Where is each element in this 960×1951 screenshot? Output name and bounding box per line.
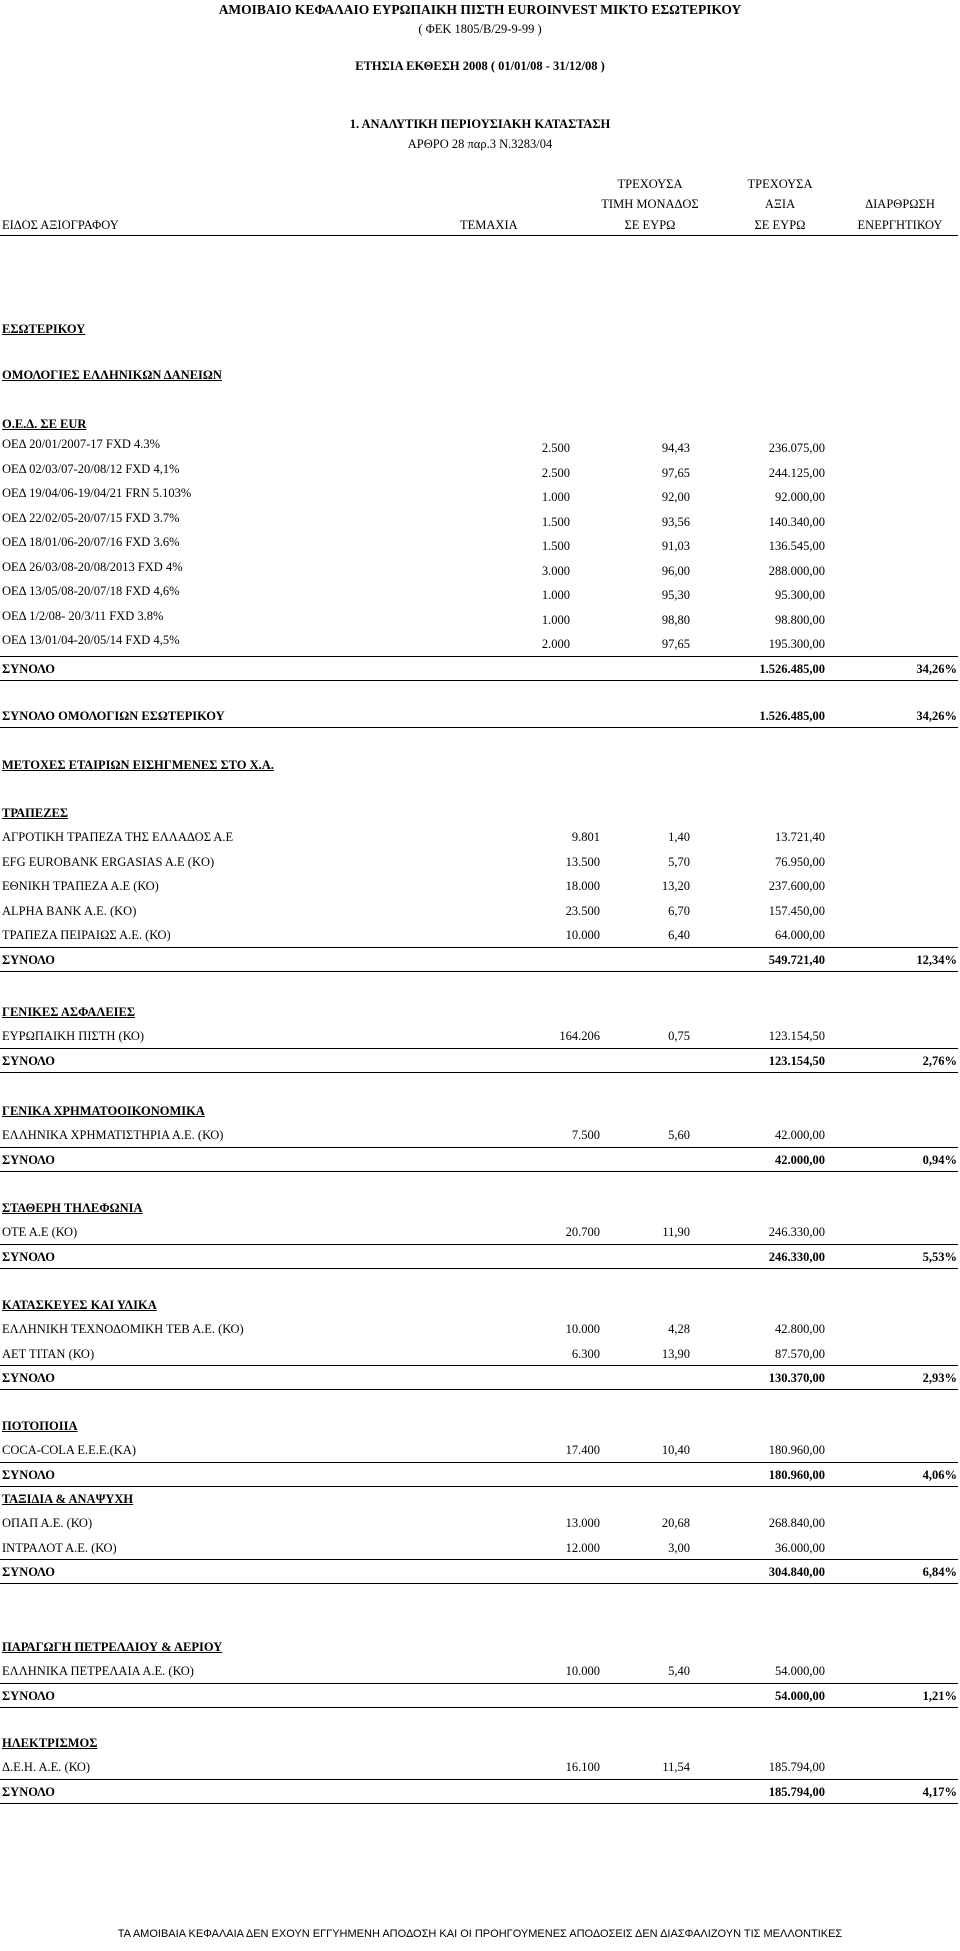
holding-value: 123.154,50: [768, 1029, 825, 1043]
col-type: ΕΙΔΟΣ ΑΞΙΟΓΡΑΦΟΥ: [2, 218, 119, 232]
bond-name: ΟΕΔ 19/04/06-19/04/21 FRN 5.103%: [2, 486, 192, 500]
bond-name: ΟΕΔ 20/01/2007-17 FXD 4.3%: [2, 437, 161, 451]
header-rule: [0, 235, 958, 236]
section-title: 1. ΑΝΑΛΥΤΙΚΗ ΠΕΡΙΟΥΣΙΑΚΗ ΚΑΤΑΣΤΑΣΗ: [349, 117, 611, 131]
holding-value: 157.450,00: [768, 903, 825, 918]
sector-total-label: ΣΥΝΟΛΟ: [2, 1053, 55, 1068]
col-price-line2: ΤΙΜΗ ΜΟΝΑΔΟΣ: [601, 197, 699, 211]
holding-name: ΕΘΝΙΚΗ ΤΡΑΠΕΖΑ Α.Ε (ΚΟ): [2, 879, 159, 893]
holding-name: ΤΡΑΠΕΖΑ ΠΕΙΡΑΙΩΣ Α.Ε. (ΚΟ): [2, 928, 171, 942]
sector-heading: ΠΑΡΑΓΩΓΗ ΠΕΤΡΕΛΑΙΟΥ & ΑΕΡΙΟΥ: [2, 1640, 223, 1654]
sector-total-rule: [0, 1707, 958, 1708]
bond-qty: 1.000: [541, 490, 570, 504]
bond-price: 97,65: [661, 465, 690, 480]
holding-price: 0,75: [668, 1029, 690, 1043]
sector-total-pct: 2,93%: [922, 1371, 957, 1385]
holding-qty: 16.100: [565, 1760, 600, 1774]
bonds-rule: [0, 656, 958, 657]
sector-rule: [0, 1244, 958, 1245]
bonds-total-pct: 34,26%: [916, 662, 957, 676]
article-ref: ΑΡΘΡΟ 28 παρ.3 Ν.3283/04: [407, 137, 553, 151]
sector-rule: [0, 1779, 958, 1780]
holding-qty: 13.500: [565, 854, 600, 869]
col-price-line1: ΤΡΕΧΟΥΣΑ: [617, 177, 683, 191]
bond-qty: 2.500: [541, 441, 570, 455]
bonds-grand-value: 1.526.485,00: [759, 709, 825, 723]
sector-total-pct: 1,21%: [922, 1688, 957, 1703]
sector-total-value: 304.840,00: [768, 1565, 825, 1579]
sector-total-rule: [0, 1803, 958, 1804]
report-title: ΕΤΗΣΙΑ ΕΚΘΕΣΗ 2008 ( 01/01/08 - 31/12/08 ): [355, 59, 605, 73]
holding-price: 13,20: [661, 879, 690, 893]
sector-heading: ΠΟΤΟΠΟΙΙΑ: [2, 1419, 78, 1433]
disclaimer-footer: ΤΑ ΑΜΟΙΒΑΙΑ ΚΕΦΑΛΑΙΑ ΔΕΝ ΕΧΟΥΝ ΕΓΓΥΗΜΕΝΗ ΑΠΟΔΟΣΗ ΚΑΙ ΟΙ ΠΡΟΗΓΟΥΜΕΝΕΣ ΑΠΟΔΟΣΕΙΣ ΔΕΝ ΔΙΑΣΦΑΛΙΖΟΥΝ ΤΙΣ ΜΕΛΛΟΝΤΙΚΕΣ: [117, 1928, 843, 1940]
sector-rule: [0, 1147, 958, 1148]
holding-price: 3,00: [668, 1540, 690, 1555]
sector-heading: ΓΕΝΙΚΑ ΧΡΗΜΑΤΟΟΙΚΟΝΟΜΙΚΑ: [2, 1104, 205, 1118]
bond-qty: 3.000: [541, 563, 570, 578]
sector-rule: [0, 1462, 958, 1463]
holding-value: 246.330,00: [768, 1225, 825, 1239]
bonds-subheading: Ο.Ε.Δ. ΣΕ EUR: [2, 417, 87, 431]
col-price-line3: ΣΕ ΕΥΡΩ: [624, 218, 676, 232]
holding-value: 76.950,00: [775, 854, 825, 869]
sector-total-rule: [0, 1268, 958, 1269]
sector-total-label: ΣΥΝΟΛΟ: [2, 1467, 55, 1482]
sector-total-rule: [0, 1486, 958, 1487]
bond-qty: 1.500: [541, 514, 570, 529]
col-alloc-line2: ΔΙΑΡΘΡΩΣΗ: [865, 197, 935, 211]
domestic-heading: ΕΣΩΤΕΡΙΚΟΥ: [2, 322, 86, 336]
holding-price: 5,40: [668, 1664, 690, 1678]
sector-total-pct: 5,53%: [922, 1249, 957, 1264]
holding-value: 180.960,00: [768, 1443, 825, 1457]
bond-name: ΟΕΔ 13/01/04-20/05/14 FXD 4,5%: [2, 633, 180, 647]
holding-name: ΕΛΛΗΝΙΚΗ ΤΕΧΝΟΔΟΜΙΚΗ ΤΕΒ Α.Ε. (ΚΟ): [2, 1322, 244, 1336]
sector-total-pct: 12,34%: [916, 952, 957, 967]
sector-rule: [0, 1048, 958, 1049]
holding-price: 20,68: [661, 1516, 690, 1530]
holding-name: ΙΝΤΡΑΛΟΤ Α.Ε. (ΚΟ): [2, 1540, 117, 1555]
holding-value: 64.000,00: [775, 928, 825, 942]
holding-value: 13.721,40: [775, 830, 825, 844]
holding-qty: 10.000: [565, 1322, 600, 1336]
sector-total-value: 42.000,00: [775, 1152, 825, 1167]
holding-value: 36.000,00: [775, 1540, 825, 1555]
bond-name: ΟΕΔ 18/01/06-20/07/16 FXD 3.6%: [2, 535, 180, 549]
sector-rule: [0, 1683, 958, 1684]
sector-total-rule: [0, 1072, 958, 1073]
holding-name: ΑΕΤ ΤΙΤΑΝ (ΚΟ): [2, 1346, 95, 1361]
sector-heading: ΗΛΕΚΤΡΙΣΜΟΣ: [2, 1736, 98, 1750]
bond-name: ΟΕΔ 22/02/05-20/07/15 FXD 3.7%: [2, 510, 180, 525]
holding-qty: 12.000: [565, 1540, 600, 1555]
bonds-grand-pct: 34,26%: [916, 709, 957, 723]
sector-heading: ΤΑΞΙΔΙΑ & ΑΝΑΨΥΧΗ: [2, 1492, 134, 1506]
sector-total-rule: [0, 1583, 958, 1584]
bond-value: 98.800,00: [775, 612, 825, 627]
holding-name: ΑΓΡΟΤΙΚΗ ΤΡΑΠΕΖΑ ΤΗΣ ΕΛΛΑΔΟΣ Α.Ε: [2, 830, 234, 844]
bond-qty: 1.500: [541, 539, 570, 553]
sector-total-value: 185.794,00: [768, 1784, 825, 1799]
sector-total-rule: [0, 1389, 958, 1390]
holding-name: EFG EUROBANK ERGASIAS A.E (KO): [2, 854, 215, 869]
bond-price: 95,30: [661, 588, 690, 602]
sector-total-rule: [0, 1171, 958, 1172]
sector-total-pct: 4,17%: [922, 1784, 957, 1799]
bond-price: 93,56: [661, 514, 690, 529]
holding-qty: 6.300: [571, 1346, 600, 1361]
col-value-line1: ΤΡΕΧΟΥΣΑ: [747, 177, 813, 191]
holding-qty: 10.000: [565, 1664, 600, 1678]
bond-qty: 2.000: [541, 637, 570, 651]
holding-name: ΕΛΛΗΝΙΚΑ ΠΕΤΡΕΛΑΙΑ Α.Ε. (ΚΟ): [2, 1664, 194, 1678]
sector-total-label: ΣΥΝΟΛΟ: [2, 1688, 55, 1703]
holding-price: 5,60: [668, 1128, 690, 1142]
sector-rule: [0, 1365, 958, 1366]
col-alloc-line3: ΕΝΕΡΓΗΤΙΚΟΥ: [857, 218, 943, 232]
bond-price: 96,00: [661, 563, 690, 578]
sector-total-rule: [0, 971, 958, 972]
sector-total-value: 549.721,40: [768, 952, 825, 967]
holding-qty: 9.801: [571, 830, 600, 844]
sector-heading: ΤΡΑΠΕΖΕΣ: [2, 806, 69, 820]
holding-qty: 18.000: [565, 879, 600, 893]
sector-total-value: 130.370,00: [768, 1371, 825, 1385]
col-units: ΤΕΜΑΧΙΑ: [460, 218, 518, 232]
bond-value: 195.300,00: [768, 637, 825, 651]
sector-total-pct: 0,94%: [922, 1152, 957, 1167]
sector-rule: [0, 947, 958, 948]
holding-name: ΕΛΛΗΝΙΚΑ ΧΡΗΜΑΤΙΣΤΗΡΙΑ Α.Ε. (ΚΟ): [2, 1128, 224, 1142]
bond-price: 91,03: [661, 539, 690, 553]
bond-qty: 2.500: [541, 465, 570, 480]
holding-name: ΟΤΕ Α.Ε (ΚΟ): [2, 1225, 78, 1239]
sector-total-label: ΣΥΝΟΛΟ: [2, 1249, 55, 1264]
gazette-ref: ( ΦΕΚ 1805/Β/29-9-99 ): [418, 22, 542, 36]
bond-value: 236.075,00: [768, 441, 825, 455]
sector-total-value: 180.960,00: [768, 1467, 825, 1482]
bond-value: 95.300,00: [775, 588, 825, 602]
bond-price: 92,00: [661, 490, 690, 504]
bond-value: 92.000,00: [775, 490, 825, 504]
bond-price: 98,80: [661, 612, 690, 627]
sector-total-label: ΣΥΝΟΛΟ: [2, 1371, 55, 1385]
bond-value: 244.125,00: [768, 465, 825, 480]
bond-name: ΟΕΔ 26/03/08-20/08/2013 FXD 4%: [2, 559, 183, 574]
holding-qty: 20.700: [565, 1225, 600, 1239]
holding-price: 10,40: [661, 1443, 690, 1457]
sector-total-pct: 6,84%: [922, 1565, 957, 1579]
bond-name: ΟΕΔ 02/03/07-20/08/12 FXD 4,1%: [2, 461, 180, 476]
holding-price: 4,28: [668, 1322, 690, 1336]
holding-qty: 164.206: [559, 1029, 600, 1043]
sector-total-value: 54.000,00: [775, 1688, 825, 1703]
holding-value: 185.794,00: [768, 1760, 825, 1774]
bonds-total-value: 1.526.485,00: [759, 662, 825, 676]
bonds-heading: ΟΜΟΛΟΓΙΕΣ ΕΛΛΗΝΙΚΩΝ ΔΑΝΕΙΩΝ: [2, 368, 222, 382]
sector-total-label: ΣΥΝΟΛΟ: [2, 952, 55, 967]
holding-price: 13,90: [661, 1346, 690, 1361]
sector-total-label: ΣΥΝΟΛΟ: [2, 1152, 55, 1167]
sector-heading: ΓΕΝΙΚΕΣ ΑΣΦΑΛΕΙΕΣ: [2, 1005, 136, 1019]
holding-price: 5,70: [668, 854, 690, 869]
col-value-line3: ΣΕ ΕΥΡΩ: [754, 218, 806, 232]
holding-value: 87.570,00: [775, 1346, 825, 1361]
bonds-total-label: ΣΥΝΟΛΟ: [2, 662, 55, 676]
bond-value: 136.545,00: [768, 539, 825, 553]
bonds-grand-rule: [0, 727, 958, 728]
fund-name: ΑΜΟΙΒΑΙΟ ΚΕΦΑΛΑΙΟ ΕΥΡΩΠΑΙΚΗ ΠΙΣΤΗ EUROINVEST ΜΙΚΤΟ ΕΣΩΤΕΡΙΚΟΥ: [218, 2, 742, 17]
bond-qty: 1.000: [541, 612, 570, 627]
bond-value: 140.340,00: [768, 514, 825, 529]
holding-value: 54.000,00: [775, 1664, 825, 1678]
holding-price: 11,54: [662, 1760, 690, 1774]
bonds-grand-label: ΣΥΝΟΛΟ ΟΜΟΛΟΓΙΩΝ ΕΣΩΤΕΡΙΚΟΥ: [2, 709, 225, 723]
holding-price: 6,70: [668, 903, 690, 918]
sector-total-value: 246.330,00: [768, 1249, 825, 1264]
holding-qty: 17.400: [565, 1443, 600, 1457]
holding-value: 42.000,00: [775, 1128, 825, 1142]
bond-name: ΟΕΔ 13/05/08-20/07/18 FXD 4,6%: [2, 584, 180, 598]
sector-rule: [0, 1559, 958, 1560]
sector-heading: ΚΑΤΑΣΚΕΥΕΣ ΚΑΙ ΥΛΙΚΑ: [2, 1298, 157, 1312]
sector-total-label: ΣΥΝΟΛΟ: [2, 1784, 55, 1799]
holding-price: 11,90: [662, 1225, 690, 1239]
holding-qty: 13.000: [565, 1516, 600, 1530]
equities-heading: ΜΕΤΟΧΕΣ ΕΤΑΙΡΙΩΝ ΕΙΣΗΓΜΕΝΕΣ ΣΤΟ Χ.Α.: [2, 758, 274, 772]
sector-total-pct: 4,06%: [922, 1467, 957, 1482]
holding-price: 6,40: [668, 928, 690, 942]
holding-name: ALPHA BANK A.E. (KO): [2, 903, 137, 918]
col-value-line2: ΑΞΙΑ: [764, 197, 796, 211]
holding-name: ΕΥΡΩΠΑΙΚΗ ΠΙΣΤΗ (ΚΟ): [2, 1029, 145, 1043]
sector-heading: ΣΤΑΘΕΡΗ ΤΗΛΕΦΩΝΙΑ: [2, 1201, 143, 1215]
holding-value: 268.840,00: [768, 1516, 825, 1530]
holding-value: 237.600,00: [768, 879, 825, 893]
holding-name: ΟΠΑΠ Α.Ε. (ΚΟ): [2, 1516, 93, 1530]
bond-price: 97,65: [661, 637, 690, 651]
sector-total-pct: 2,76%: [922, 1053, 957, 1068]
bond-qty: 1.000: [541, 588, 570, 602]
bond-value: 288.000,00: [768, 563, 825, 578]
holding-qty: 7.500: [571, 1128, 600, 1142]
holding-price: 1,40: [668, 830, 690, 844]
bond-name: ΟΕΔ 1/2/08- 20/3/11 FXD 3.8%: [2, 608, 164, 623]
holding-name: Δ.Ε.Η. Α.Ε. (ΚΟ): [2, 1760, 91, 1774]
holding-value: 42.800,00: [775, 1322, 825, 1336]
holding-qty: 23.500: [565, 903, 600, 918]
bond-price: 94,43: [661, 441, 690, 455]
sector-total-label: ΣΥΝΟΛΟ: [2, 1565, 55, 1579]
holding-name: COCA-COLA E.E.E.(KA): [2, 1443, 137, 1457]
sector-total-value: 123.154,50: [768, 1053, 825, 1068]
bonds-total-rule: [0, 680, 958, 681]
holding-qty: 10.000: [565, 928, 600, 942]
